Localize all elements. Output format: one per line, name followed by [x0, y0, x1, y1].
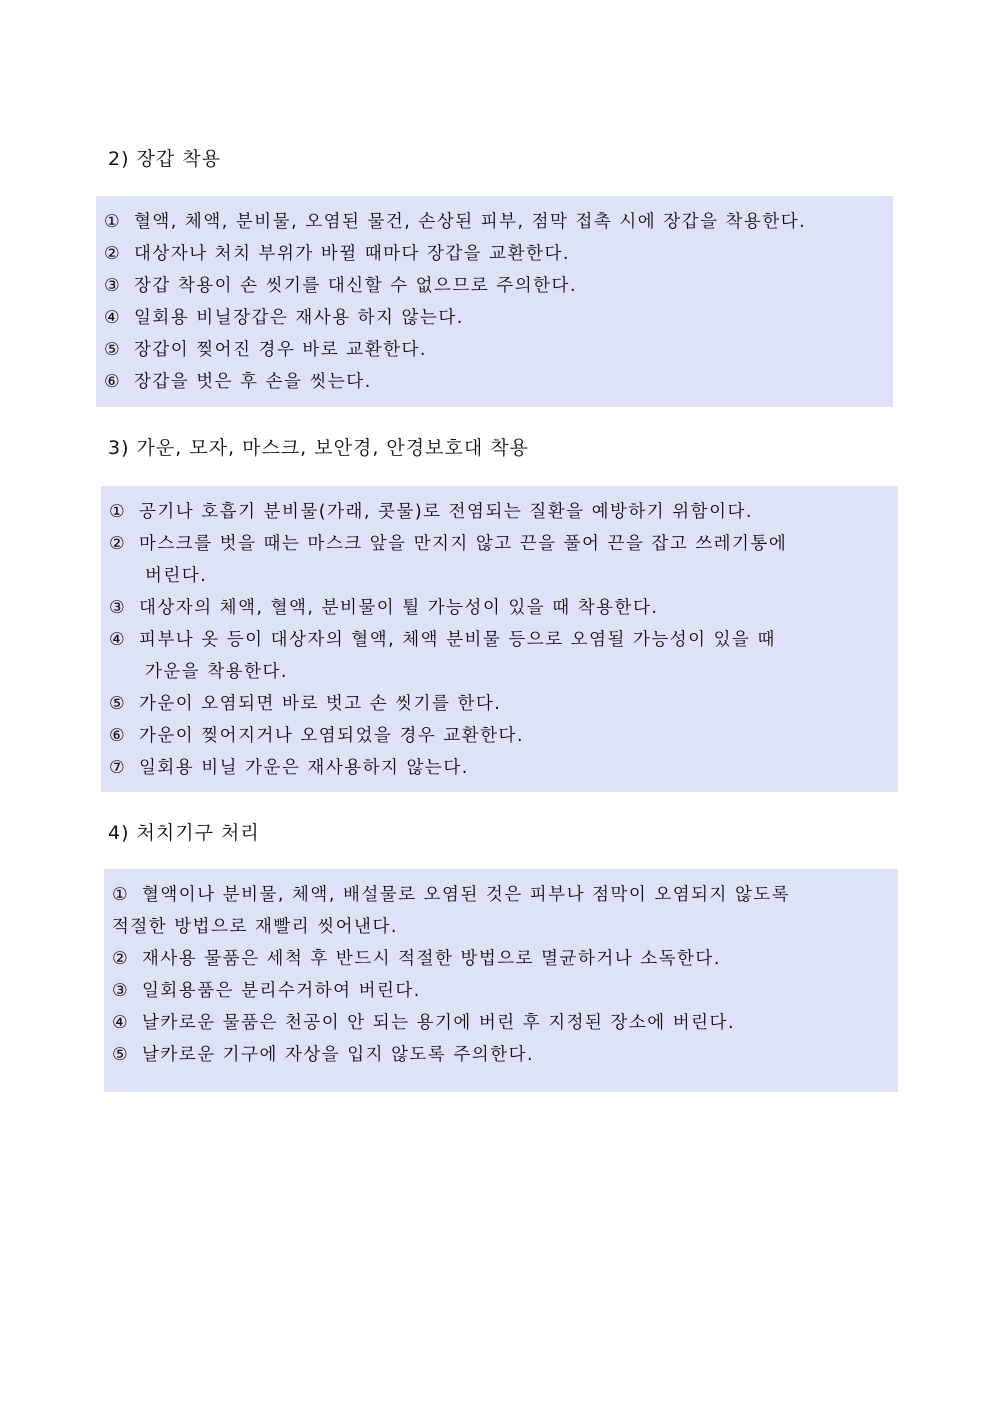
list-item [104, 334, 889, 366]
protective-gear-box [101, 486, 898, 792]
item-text: 일회용 비닐장갑은 재사용 하지 않는다. [134, 308, 464, 328]
item-text: 일회용품은 분리수거하여 버린다. [142, 981, 421, 1001]
gloves-box [96, 196, 893, 407]
item-number: ① [112, 885, 130, 905]
item-text-continued: 버린다. [145, 566, 208, 586]
item-text: 대상자나 처치 부위가 바뀔 때마다 장갑을 교환한다. [134, 244, 570, 264]
item-text: 혈액, 체액, 분비물, 오염된 물건, 손상된 피부, 점막 접촉 시에 장갑을 착용한다. [134, 212, 807, 232]
item-text: 날카로운 기구에 자상을 입지 않도록 주의한다. [142, 1045, 535, 1065]
list-item [109, 528, 894, 592]
list-item [104, 270, 889, 302]
item-number: ② [112, 949, 130, 969]
item-number: ② [109, 534, 127, 554]
item-text: 혈액이나 분비물, 체액, 배설물로 오염된 것은 피부나 점막이 오염되지 않도록 [142, 885, 791, 905]
item-text: 가운이 찢어지거나 오염되었을 경우 교환한다. [139, 726, 525, 746]
section-heading-instrument-handling: 4) 처치기구 처리 [108, 822, 260, 844]
item-text-continued: 적절한 방법으로 재빨리 씻어낸다. [112, 917, 398, 937]
section-heading-protective-gear: 3) 가운, 모자, 마스크, 보안경, 안경보호대 착용 [108, 437, 529, 459]
item-number: ⑦ [109, 758, 127, 778]
item-number: ⑤ [104, 340, 122, 360]
list-item [112, 1007, 894, 1039]
list-item [109, 720, 894, 752]
item-text: 마스크를 벗을 때는 마스크 앞을 만지지 않고 끈을 풀어 끈을 잡고 쓰레기통에 [139, 534, 788, 554]
list-item [112, 879, 894, 911]
list-item [109, 624, 894, 688]
list-item [104, 302, 889, 334]
item-number: ③ [112, 981, 130, 1001]
item-text: 날카로운 물품은 천공이 안 되는 용기에 버린 후 지정된 장소에 버린다. [142, 1013, 736, 1033]
item-text: 피부나 옷 등이 대상자의 혈액, 체액 분비물 등으로 오염될 가능성이 있을 때 [139, 630, 776, 650]
item-number: ④ [109, 630, 127, 650]
item-text-continued: 가운을 착용한다. [145, 662, 288, 682]
section-heading-gloves: 2) 장갑 착용 [108, 148, 221, 170]
item-number: ⑤ [112, 1045, 130, 1065]
item-number: ① [109, 502, 127, 522]
item-number: ⑥ [104, 372, 122, 392]
instrument-handling-box [104, 869, 898, 1092]
item-number: ② [104, 244, 122, 264]
item-text: 재사용 물품은 세척 후 반드시 적절한 방법으로 멸균하거나 소독한다. [142, 949, 721, 969]
item-number: ③ [104, 276, 122, 296]
item-text: 공기나 호흡기 분비물(가래, 콧물)로 전염되는 질환을 예방하기 위함이다. [139, 502, 753, 522]
item-text: 대상자의 체액, 혈액, 분비물이 튈 가능성이 있을 때 착용한다. [139, 598, 659, 618]
list-item [109, 688, 894, 720]
item-number: ⑥ [109, 726, 127, 746]
item-number: ① [104, 212, 122, 232]
list-item [109, 496, 894, 528]
item-number: ③ [109, 598, 127, 618]
item-number: ④ [104, 308, 122, 328]
item-text: 장갑이 찢어진 경우 바로 교환한다. [134, 340, 427, 360]
list-item [104, 206, 889, 238]
item-text: 가운이 오염되면 바로 벗고 손 씻기를 한다. [139, 694, 502, 714]
list-item [109, 592, 894, 624]
list-item [104, 238, 889, 270]
list-item [109, 752, 894, 784]
item-number: ⑤ [109, 694, 127, 714]
list-item [112, 943, 894, 975]
item-text: 일회용 비닐 가운은 재사용하지 않는다. [139, 758, 469, 778]
list-item [112, 1039, 894, 1071]
list-item [112, 975, 894, 1007]
item-text: 장갑을 벗은 후 손을 씻는다. [134, 372, 372, 392]
list-item [104, 366, 889, 398]
list-item-continued [112, 911, 894, 943]
item-text: 장갑 착용이 손 씻기를 대신할 수 없으므로 주의한다. [134, 276, 578, 296]
item-number: ④ [112, 1013, 130, 1033]
